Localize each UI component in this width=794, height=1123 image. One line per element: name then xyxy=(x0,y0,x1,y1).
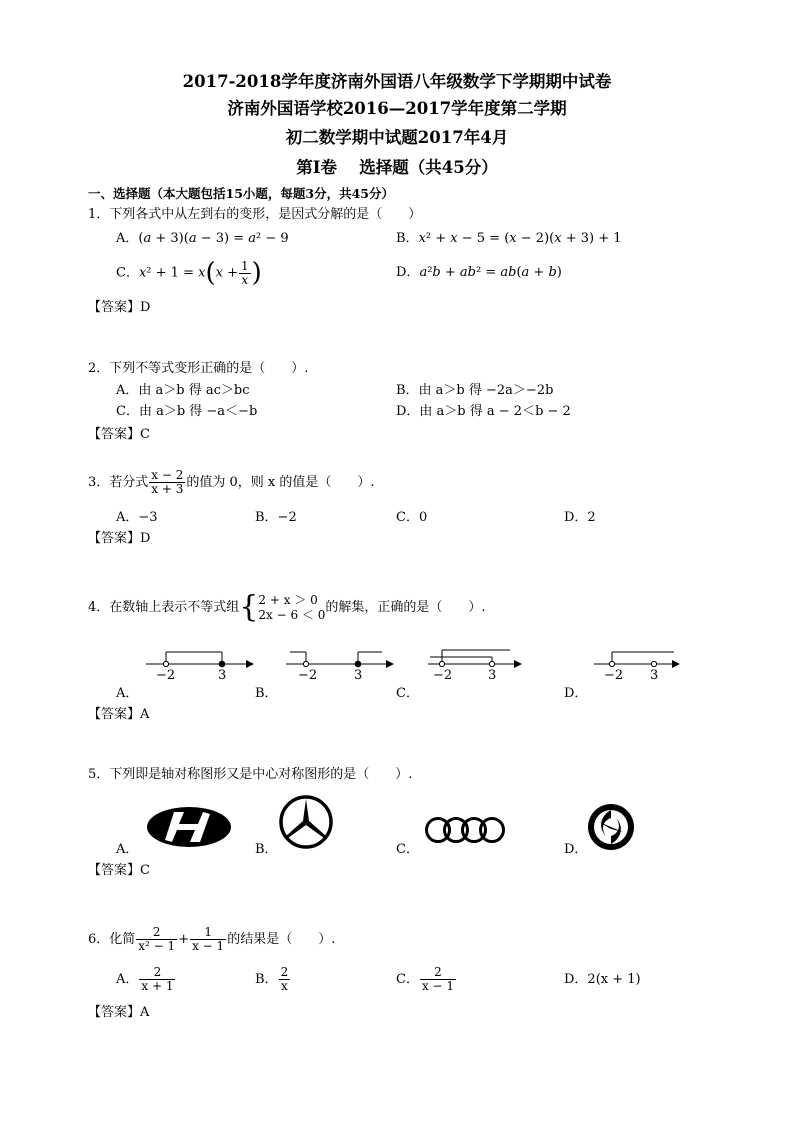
q6-answer: 【答案】A xyxy=(88,1005,150,1020)
q2-option-c: C．由 a＞b 得 −a＜−b xyxy=(116,404,258,419)
q4-stem: 4．在数轴上表示不等式组{ 2 + x ＞ 0 2x − 6 ＜ 0 的解集，正确的是（ ）. xyxy=(88,589,486,625)
q4-option-c: C． xyxy=(396,686,419,701)
q2-answer: 【答案】C xyxy=(88,427,150,442)
number-line-d-label-left: −2 xyxy=(604,668,624,683)
q3-option-b: B．−2 xyxy=(255,510,297,525)
q2-stem: 2．下列不等式变形正确的是（ ）. xyxy=(88,361,309,376)
q6-option-d: D．2(x + 1) xyxy=(564,972,641,987)
q3-option-a: A．−3 xyxy=(116,510,158,525)
q4-option-a: A． xyxy=(116,686,139,701)
number-line-c-label-right: 3 xyxy=(488,668,497,683)
q1-option-c: C．x² + 1 = x(x + $\frac{1}{x}$ ) xyxy=(116,258,262,288)
q6-stem: 6．化简 $\frac{2}{\text{x² − 1}}$ + $\frac{1}{x - 1}$ 的结果是（ ）. xyxy=(88,925,336,953)
q3-stem: 3．若分式 $\frac{x - 2}{x + 3}$ 的值为 0，则 x 的值是（ ）. xyxy=(88,468,375,496)
exam-subtitle: 初二数学期中试题2017年4月 xyxy=(285,128,509,147)
q2-option-b: B．由 a＞b 得 −2a＞−2b xyxy=(396,383,554,398)
mercedes-logo-icon xyxy=(278,794,334,850)
hyundai-logo-icon xyxy=(146,804,232,850)
q6-option-c: C． $\frac{2}{x - 1}$ xyxy=(396,965,455,993)
q4-option-d: D． xyxy=(564,686,588,701)
q3-option-d: D．2 xyxy=(564,510,596,525)
section-heading: 一、选择题（本大题包括15小题，每题3分，共45分） xyxy=(88,186,394,201)
number-line-a-label-left: −2 xyxy=(156,668,176,683)
q1-stem: 1．下列各式中从左到右的变形，是因式分解的是（ ） xyxy=(88,207,422,222)
q2-option-d: D．由 a＞b 得 a − 2＜b − 2 xyxy=(396,404,571,419)
q6-option-b: B． $\frac{2}{x}$ xyxy=(255,965,289,993)
q5-option-a: A． xyxy=(116,842,139,857)
q5-option-c: C． xyxy=(396,842,419,857)
q1-option-a: A．(a + 3)(a − 3) = a² − 9 xyxy=(116,231,289,246)
q5-answer: 【答案】C xyxy=(88,863,150,878)
q4-option-b: B． xyxy=(255,686,278,701)
q1-option-b: B．x² + x − 5 = (x − 2)(x + 3) + 1 xyxy=(396,231,622,246)
q2-option-a: A．由 a＞b 得 ac＞bc xyxy=(116,383,250,398)
q1-answer: 【答案】D xyxy=(88,300,151,315)
number-line-c-label-left: −2 xyxy=(433,668,453,683)
swirl-logo-icon xyxy=(586,802,636,852)
number-line-d-label-right: 3 xyxy=(650,668,659,683)
number-line-a-label-right: 3 xyxy=(218,668,227,683)
q4-answer: 【答案】A xyxy=(88,707,150,722)
school-title: 济南外国语学校2016—2017学年度第二学期 xyxy=(227,99,567,118)
q1-option-d: D．a²b + ab² = ab(a + b) xyxy=(396,265,562,280)
number-line-b-label-right: 3 xyxy=(354,668,363,683)
q5-option-b: B． xyxy=(255,842,278,857)
exam-title: 2017-2018学年度济南外国语八年级数学下学期期中试卷 xyxy=(182,72,612,91)
q3-option-c: C．0 xyxy=(396,510,428,525)
q5-stem: 5．下列即是轴对称图形又是中心对称图形的是（ ）. xyxy=(88,767,413,782)
q3-answer: 【答案】D xyxy=(88,531,151,546)
four-rings-logo-icon xyxy=(424,816,508,846)
q6-option-a: A． $\frac{2}{x + 1}$ xyxy=(116,965,174,993)
number-line-b-label-left: −2 xyxy=(298,668,318,683)
q5-option-d: D． xyxy=(564,842,588,857)
part-title: 第Ⅰ卷 选择题（共45分） xyxy=(296,158,498,177)
